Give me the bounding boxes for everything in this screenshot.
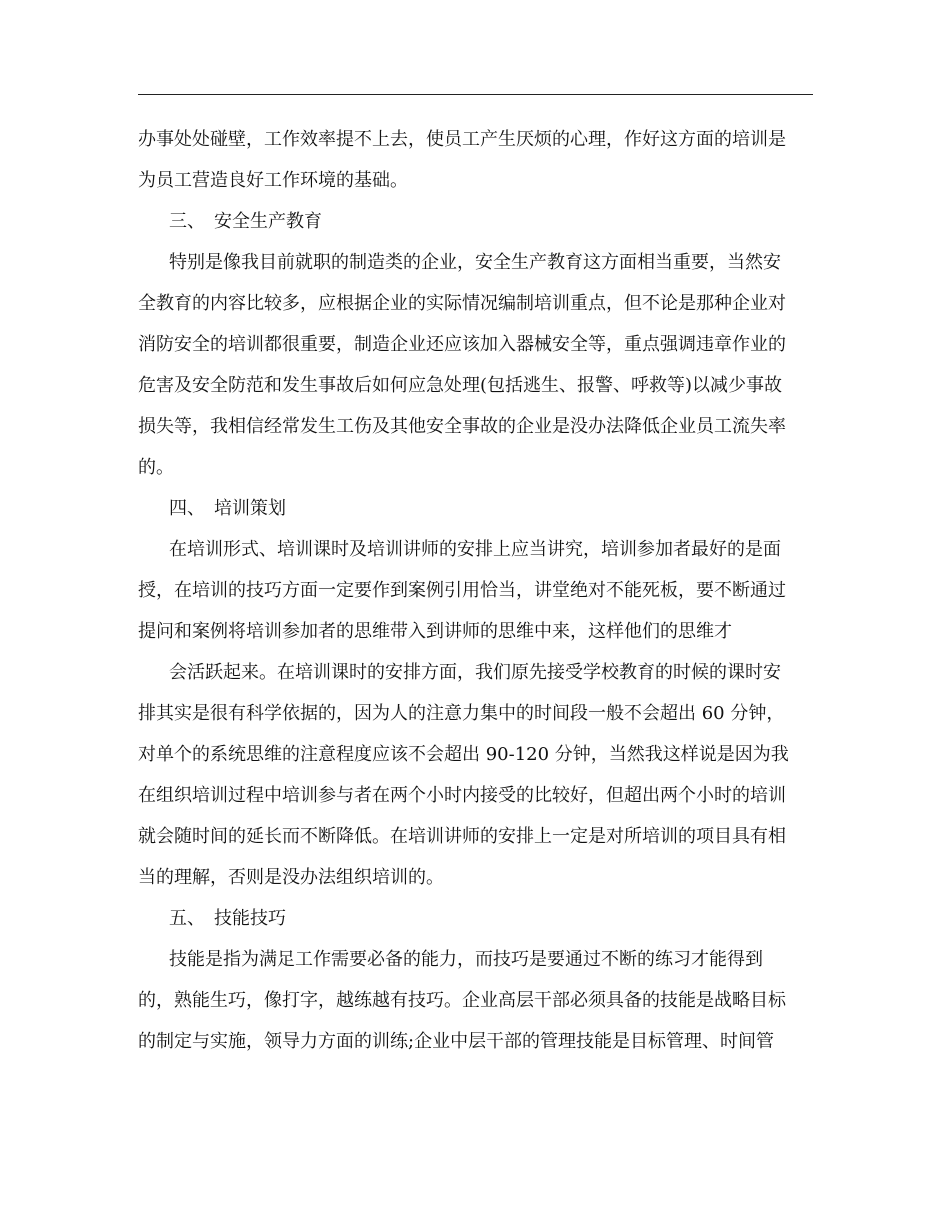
text-line: 特别是像我目前就职的制造类的企业，安全生产教育这方面相当重要，当然安 (169, 252, 781, 273)
text-line: 授，在培训的技巧方面一定要作到案例引用恰当，讲堂绝对不能死板，要不断通过 (138, 580, 786, 601)
text-line: 为员工营造良好工作环境的基础。 (138, 170, 408, 191)
section-heading: 五、 技能技巧 (169, 908, 286, 929)
text-line: 的。 (138, 457, 174, 478)
text-line: 当的理解，否则是没办法组织培训的。 (138, 867, 444, 888)
section-heading: 三、 安全生产教育 (169, 211, 322, 232)
text-line: 全教育的内容比较多，应根据企业的实际情况编制培训重点，但不论是那种企业对 (138, 293, 786, 314)
text-line: 在组织培训过程中培训参与者在两个小时内接受的比较好，但超出两个小时的培训 (138, 785, 786, 806)
text-line: 办事处处碰壁，工作效率提不上去，使员工产生厌烦的心理，作好这方面的培训是 (138, 129, 786, 150)
section-heading: 四、 培训策划 (169, 498, 286, 519)
text-line: 危害及安全防范和发生事故后如何应急处理(包括逃生、报警、呼救等)以减少事故 (138, 375, 783, 396)
text-line: 提问和案例将培训参加者的思维带入到讲师的思维中来，这样他们的思维才 (138, 621, 732, 642)
text-line: 损失等，我相信经常发生工伤及其他安全事故的企业是没办法降低企业员工流失率 (138, 416, 786, 437)
text-line: 排其实是很有科学依据的，因为人的注意力集中的时间段一般不会超出 60 分钟， (138, 703, 785, 724)
text-line: 对单个的系统思维的注意程度应该不会超出 90-120 分钟，当然我这样说是因为我 (138, 744, 789, 765)
text-line: 消防安全的培训都很重要，制造企业还应该加入器械安全等，重点强调违章作业的 (138, 334, 786, 355)
text-line: 会活跃起来。在培训课时的安排方面，我们原先接受学校教育的时候的课时安 (169, 662, 781, 683)
text-line: 技能是指为满足工作需要必备的能力，而技巧是要通过不断的练习才能得到 (169, 949, 763, 970)
text-line: 的制定与实施，领导力方面的训练;企业中层干部的管理技能是目标管理、时间管 (138, 1031, 775, 1052)
text-line: 的，熟能生巧，像打字，越练越有技巧。企业高层干部必须具备的技能是战略目标 (138, 990, 786, 1011)
text-line: 就会随时间的延长而不断降低。在培训讲师的安排上一定是对所培训的项目具有相 (138, 826, 786, 847)
text-line: 在培训形式、培训课时及培训讲师的安排上应当讲究，培训参加者最好的是面 (169, 539, 781, 560)
header-rule (138, 94, 813, 95)
